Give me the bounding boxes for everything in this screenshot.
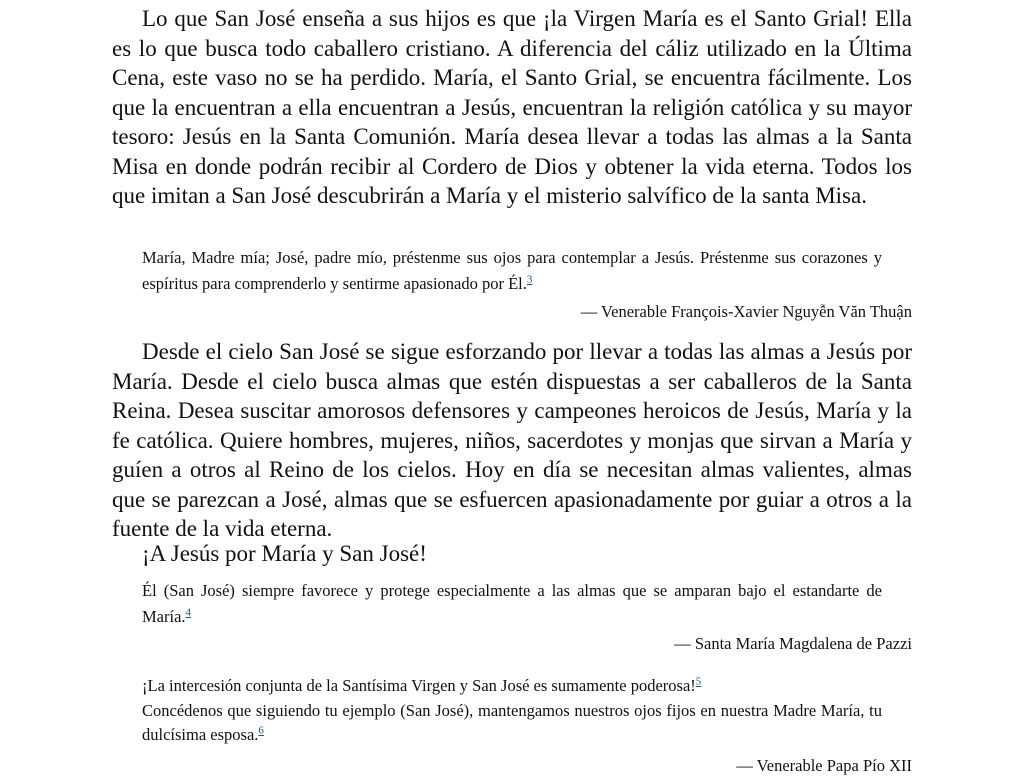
footnote-link-5[interactable]: 5 bbox=[695, 675, 702, 688]
quote-attribution-1: — Venerable François-Xavier Nguyễn Văn Thuận bbox=[580, 302, 912, 321]
exclamation-line: ¡A Jesús por María y San José! bbox=[142, 541, 427, 566]
quote-attribution-2: — Santa María Magdalena de Pazzi bbox=[674, 634, 912, 653]
quote-attribution-3: — Venerable Papa Pío XII bbox=[736, 756, 912, 775]
quote-text: Concédenos que siguiendo tu ejemplo (San José), mantengamos nuestros ojos fijos en nuestra Madre María, tu dulcísima esposa. bbox=[142, 701, 882, 744]
quote-text: María, Madre mía; José, padre mío, préstenme sus ojos para contemplar a Jesús. Préstenme sus corazones y espíritus para comprenderlo y sentirme apasionado por Él. bbox=[142, 248, 882, 293]
blockquote-1 bbox=[142, 245, 882, 297]
blockquote-3-line-2 bbox=[142, 699, 882, 747]
footnote-link-6[interactable]: 6 bbox=[258, 724, 264, 737]
footnote-link-4[interactable]: 4 bbox=[185, 606, 192, 619]
blockquote-2 bbox=[142, 578, 882, 630]
blockquote-3-line-1 bbox=[142, 674, 701, 698]
body-paragraph-1: Lo que San José enseña a sus hijos es que ¡la Virgen María es el Santo Grial! Ella es lo que busca todo caballero cristiano. A diferencia del cáliz utilizado en la Última Cena, este vaso no se ha perdido. María, el Santo Grial, se encuentra fácilmente. Los que la encuentran a ella encuentran a Jesús, encuentran la religión católica y su mayor tesoro: Jesús en la Santa Comunión. María desea llevar a todas las almas a la Santa Misa en donde podrán recibir al Cordero de Dios y obtener la vida eterna. Todos los que imitan a San José descubrirán a María y el misterio salvífico de la santa Misa. bbox=[112, 6, 912, 208]
quote-text: ¡La intercesión conjunta de la Santísima Virgen y San José es sumamente poderosa! bbox=[142, 676, 696, 695]
body-paragraph-2: Desde el cielo San José se sigue esforzando por llevar a todas las almas a Jesús por María. Desde el cielo busca almas que estén dispuestas a ser caballeros de la Santa Reina. Desea suscitar amorosos defensores y campeones heroicos de Jesús, María y la fe católica. Quiere hombres, mujeres, niños, sacerdotes y monjas que sirvan a María y guíen a otros al Reino de los cielos. Hoy en día se necesitan almas valientes, almas que se parezcan a José, almas que se esfuercen apasionadamente por guiar a otros a la fuente de la vida eterna. bbox=[112, 339, 912, 541]
footnote-link-3[interactable]: 3 bbox=[526, 273, 533, 286]
quote-text: Él (San José) siempre favorece y protege especialmente a las almas que se amparan bajo el estandarte de María. bbox=[142, 581, 882, 626]
